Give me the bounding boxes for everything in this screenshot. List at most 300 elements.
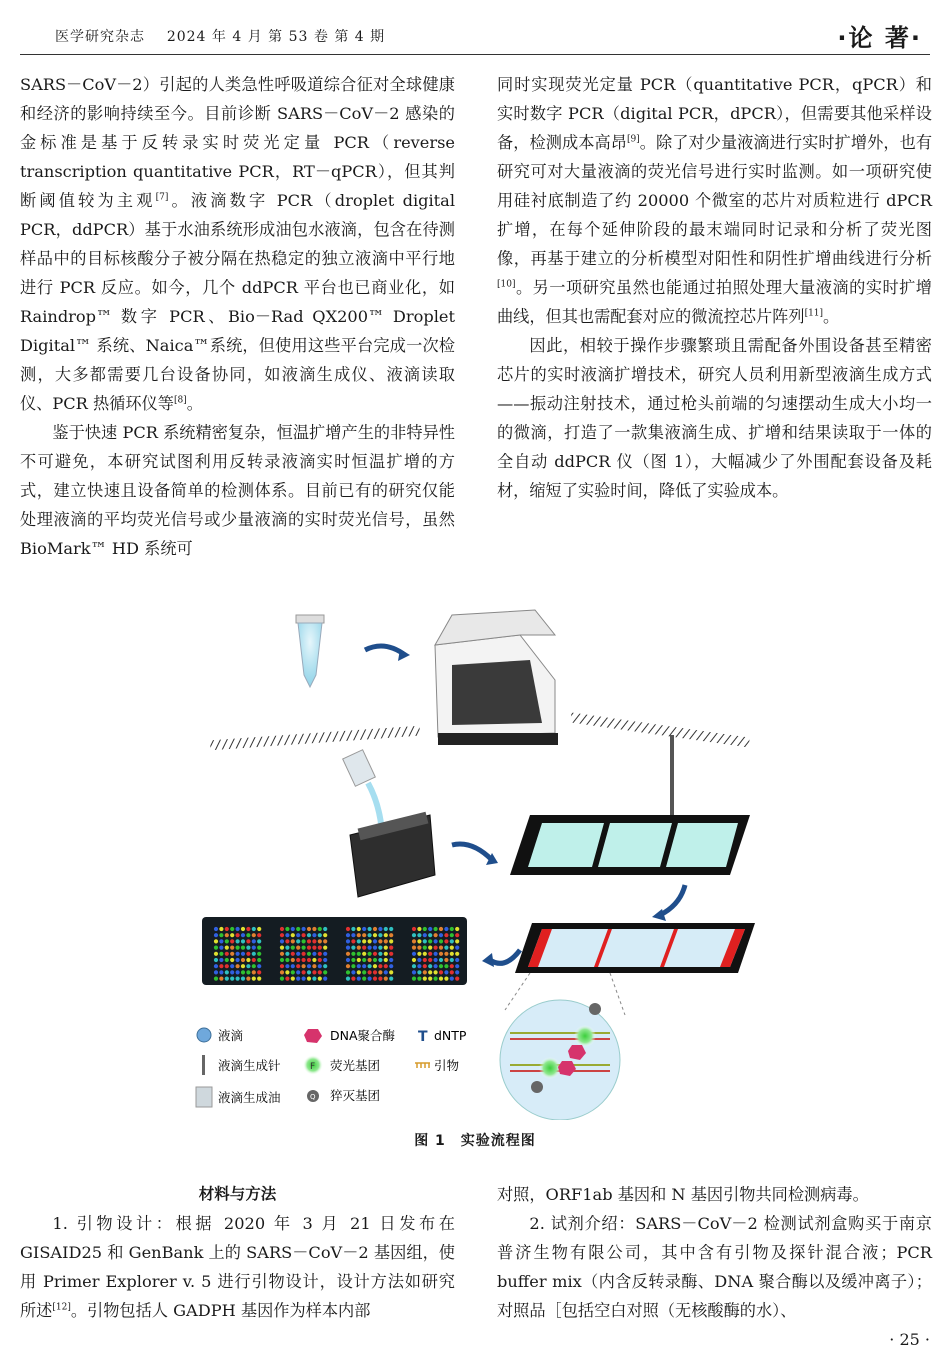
- result-dot: [389, 927, 393, 931]
- quencher-glyph: Q: [310, 1093, 316, 1101]
- result-dot: [351, 927, 355, 931]
- result-dot: [214, 939, 218, 943]
- result-dot: [236, 946, 240, 950]
- result-dot: [423, 952, 427, 956]
- journal-info: [55, 26, 385, 46]
- result-dot: [285, 946, 289, 950]
- result-dot: [241, 964, 245, 968]
- result-dot: [417, 977, 421, 981]
- result-dot: [323, 970, 327, 974]
- result-dot: [439, 927, 443, 931]
- result-dot: [378, 933, 382, 937]
- result-dot: [280, 970, 284, 974]
- result-dot: [373, 946, 377, 950]
- citation: [9]: [626, 134, 640, 145]
- result-dot: [384, 927, 388, 931]
- citation: [8]: [173, 395, 187, 406]
- result-dot: [257, 964, 261, 968]
- result-dot: [434, 927, 438, 931]
- result-dot: [214, 933, 218, 937]
- result-dot: [323, 964, 327, 968]
- result-dot: [378, 958, 382, 962]
- result-dot: [296, 927, 300, 931]
- result-dot: [384, 977, 388, 981]
- result-dot: [368, 958, 372, 962]
- result-dot: [318, 964, 322, 968]
- result-dot: [296, 970, 300, 974]
- result-panel: [202, 917, 467, 985]
- result-dot: [384, 952, 388, 956]
- legend-dntp: dNTP: [434, 1028, 467, 1043]
- result-dot: [389, 939, 393, 943]
- result-dot: [450, 964, 454, 968]
- result-dot: [257, 977, 261, 981]
- result-dot: [323, 946, 327, 950]
- result-dot: [312, 946, 316, 950]
- result-dot: [412, 927, 416, 931]
- result-dot: [291, 977, 295, 981]
- citation: [11]: [804, 308, 824, 319]
- result-dot: [252, 977, 256, 981]
- empty-chip: [510, 815, 750, 875]
- legend-quencher: 猝灭基团: [330, 1088, 381, 1103]
- result-dot: [357, 946, 361, 950]
- result-dot: [423, 946, 427, 950]
- result-dot: [318, 970, 322, 974]
- result-dot: [285, 958, 289, 962]
- result-dot: [373, 958, 377, 962]
- result-dot: [246, 977, 250, 981]
- result-dot: [450, 977, 454, 981]
- result-dot: [252, 958, 256, 962]
- result-dot: [291, 946, 295, 950]
- arrowhead-icon: [482, 953, 494, 967]
- result-dot: [357, 970, 361, 974]
- result-dot: [389, 952, 393, 956]
- result-dot: [444, 927, 448, 931]
- result-dot: [455, 952, 459, 956]
- result-dot: [351, 946, 355, 950]
- result-dot: [225, 977, 229, 981]
- result-dot: [219, 933, 223, 937]
- result-dot: [296, 952, 300, 956]
- legend-fluor: 荧光基团: [330, 1058, 381, 1073]
- experiment-flow-figure: [190, 605, 770, 1120]
- result-dot: [219, 977, 223, 981]
- result-dot: [296, 946, 300, 950]
- dntp-icon: T: [418, 1029, 428, 1045]
- legend-oil: 液滴生成油: [218, 1090, 281, 1105]
- result-dot: [307, 964, 311, 968]
- result-dot: [246, 946, 250, 950]
- result-dot: [351, 933, 355, 937]
- result-dot: [412, 964, 416, 968]
- result-dot: [296, 964, 300, 968]
- result-dot: [351, 958, 355, 962]
- result-dot: [318, 939, 322, 943]
- result-dot: [373, 952, 377, 956]
- result-dot: [291, 952, 295, 956]
- result-dot: [257, 939, 261, 943]
- result-dot: [423, 964, 427, 968]
- result-dot: [312, 952, 316, 956]
- result-dot: [384, 970, 388, 974]
- result-dot: [302, 933, 306, 937]
- result-dot: [280, 977, 284, 981]
- result-dot: [346, 964, 350, 968]
- result-dot: [362, 927, 366, 931]
- result-dot: [362, 964, 366, 968]
- result-dot: [346, 939, 350, 943]
- result-dot: [291, 927, 295, 931]
- result-dot: [346, 952, 350, 956]
- result-dot: [434, 933, 438, 937]
- result-dot: [434, 964, 438, 968]
- result-dot: [450, 958, 454, 962]
- result-dot: [434, 952, 438, 956]
- result-dot: [214, 958, 218, 962]
- result-dot: [318, 958, 322, 962]
- result-dot: [285, 977, 289, 981]
- result-dot: [346, 970, 350, 974]
- result-dot: [362, 952, 366, 956]
- result-dot: [318, 977, 322, 981]
- result-dot: [236, 970, 240, 974]
- result-dot: [444, 946, 448, 950]
- result-dot: [236, 958, 240, 962]
- result-dot: [219, 939, 223, 943]
- result-dot: [225, 964, 229, 968]
- result-dot: [312, 977, 316, 981]
- result-dot: [312, 958, 316, 962]
- result-dot: [362, 970, 366, 974]
- result-dot: [417, 964, 421, 968]
- needle-icon: [202, 1055, 205, 1075]
- oil-icon: [196, 1087, 212, 1107]
- result-dot: [450, 927, 454, 931]
- result-dot: [351, 952, 355, 956]
- reaction-zoom-circle: [500, 973, 625, 1120]
- result-dot: [434, 970, 438, 974]
- result-dot: [285, 964, 289, 968]
- result-dot: [241, 977, 245, 981]
- result-dot: [417, 933, 421, 937]
- result-dot: [412, 952, 416, 956]
- result-dot: [450, 933, 454, 937]
- result-dot: [241, 970, 245, 974]
- legend-primer: 引物: [434, 1058, 460, 1073]
- result-dot: [412, 970, 416, 974]
- result-dot: [307, 939, 311, 943]
- result-dot: [362, 933, 366, 937]
- column-left-bottom: [20, 1180, 455, 1325]
- result-dot: [246, 958, 250, 962]
- result-dot: [318, 952, 322, 956]
- result-dot: [444, 952, 448, 956]
- result-dot: [214, 952, 218, 956]
- result-dot: [423, 977, 427, 981]
- result-dot: [378, 970, 382, 974]
- droplet-chip: [515, 923, 755, 973]
- result-dot: [389, 933, 393, 937]
- citation: [12]: [52, 1302, 71, 1313]
- result-dot: [219, 946, 223, 950]
- result-dot: [423, 939, 427, 943]
- result-dot: [417, 946, 421, 950]
- result-dot: [280, 964, 284, 968]
- result-dot: [428, 958, 432, 962]
- result-dot: [378, 927, 382, 931]
- result-dot: [368, 970, 372, 974]
- result-dot: [307, 946, 311, 950]
- result-dot: [412, 977, 416, 981]
- result-dot: [357, 952, 361, 956]
- result-dot: [291, 964, 295, 968]
- paragraph: 同时实现荧光定量 PCR（quantitative PCR，qPCR）和实时数字 PCR（digital PCR，dPCR），但需要其他采样设备，检测成本高昂[9]。除了对少量液滴进行实时扩增外，也有研究可对大量液滴的荧光信号进行实时监测。如一项研究使用硅衬底制造了约 20000 个微室的芯片对质粒进行 dPCR 扩增，在每个延伸阶段的最末端同时记录和分析了荧光图像，再基于建立的分析模型对阳性和阴性扩增曲线进行分析[10]。另一项研究虽然也能通过拍照处理大量液滴的实时扩增曲线，但其也需配套对应的微流控芯片阵列[11]。: [497, 75, 933, 326]
- result-dot: [236, 952, 240, 956]
- result-dot: [302, 939, 306, 943]
- result-dot: [373, 964, 377, 968]
- result-dot: [225, 952, 229, 956]
- result-dot: [241, 933, 245, 937]
- result-dot: [368, 952, 372, 956]
- result-dot: [257, 946, 261, 950]
- result-dot: [252, 964, 256, 968]
- result-dot: [455, 927, 459, 931]
- result-dot: [444, 933, 448, 937]
- result-dot: [434, 946, 438, 950]
- result-dot: [214, 946, 218, 950]
- result-dot: [450, 946, 454, 950]
- result-dot: [444, 964, 448, 968]
- result-dot: [373, 939, 377, 943]
- result-dot: [236, 927, 240, 931]
- result-dot: [236, 939, 240, 943]
- result-dot: [351, 977, 355, 981]
- result-dot: [412, 958, 416, 962]
- result-dot: [230, 927, 234, 931]
- result-dot: [450, 952, 454, 956]
- figure-caption: 图 1 实验流程图: [414, 1133, 536, 1149]
- result-dot: [423, 933, 427, 937]
- paragraph: 因此，相较于操作步骤繁琐且需配备外围设备甚至精密芯片的实时液滴扩增技术，研究人员利用新型液滴生成方式——振动注射技术，通过枪头前端的匀速摆动生成大小均一的微滴，打造了一款集液滴生成、扩增和结果读取于一体的全自动 ddPCR 仪（图 1），大幅减少了外围配套设备及耗材，缩短了实验时间，降低了实验成本。: [497, 336, 932, 500]
- paragraph: SARS－CoV－2）引起的人类急性呼吸道综合征对全球健康和经济的影响持续至今。目前诊断 SARS－CoV－2 感染的金标准是基于反转录实时荧光定量 PCR（reverse transcription quantitative PCR，RT－qPCR），但其判断阈值较为主观[7]。液滴数字 PCR（droplet digital PCR，ddPCR）基于水油系统形成油包水液滴，包含在待测样品中的目标核酸分子被分隔在热稳定的独立液滴中平行地进行 PCR 反应。如今，几个 ddPCR 平台也已商业化，如 Raindrop™ 数字 PCR、Bio－Rad QX200™ Droplet Digital™ 系统、Naica™系统，但使用这些平台完成一次检测，大多都需要几台设备协同，如液滴生成仪、液滴读取仪、PCR 热循环仪等[8]。: [20, 75, 456, 413]
- result-dot: [434, 958, 438, 962]
- arrow-icon: [490, 950, 520, 963]
- arrow-icon: [660, 885, 685, 915]
- result-dot: [241, 958, 245, 962]
- result-dot: [296, 933, 300, 937]
- result-dot: [346, 946, 350, 950]
- result-dot: [285, 939, 289, 943]
- result-dot: [296, 939, 300, 943]
- result-dot: [318, 933, 322, 937]
- result-dot: [252, 939, 256, 943]
- result-dot: [291, 939, 295, 943]
- result-dot: [236, 977, 240, 981]
- result-dot: [368, 927, 372, 931]
- result-dot: [444, 970, 448, 974]
- result-dot: [285, 952, 289, 956]
- result-dot: [439, 939, 443, 943]
- section-label: ·论 著·: [837, 24, 922, 52]
- result-dot: [439, 952, 443, 956]
- result-dot: [307, 970, 311, 974]
- result-dot: [214, 977, 218, 981]
- result-dot: [368, 946, 372, 950]
- result-dot: [368, 939, 372, 943]
- legend-polymerase: DNA聚合酶: [330, 1028, 396, 1043]
- result-dot: [323, 939, 327, 943]
- result-dot: [252, 952, 256, 956]
- legend-droplet: 液滴: [218, 1028, 244, 1043]
- result-dot: [307, 958, 311, 962]
- result-dot: [230, 964, 234, 968]
- result-dot: [219, 964, 223, 968]
- result-dot: [428, 927, 432, 931]
- result-dot: [444, 958, 448, 962]
- result-dot: [296, 977, 300, 981]
- result-dot: [302, 958, 306, 962]
- column-right-bottom: [497, 1180, 932, 1325]
- result-dot: [417, 958, 421, 962]
- result-dot: [351, 970, 355, 974]
- result-dot: [230, 952, 234, 956]
- result-dot: [455, 964, 459, 968]
- result-dot: [225, 958, 229, 962]
- result-dot: [450, 970, 454, 974]
- result-dot: [285, 927, 289, 931]
- result-dot: [225, 970, 229, 974]
- result-dot: [455, 977, 459, 981]
- result-dot: [230, 946, 234, 950]
- result-dot: [246, 933, 250, 937]
- result-dot: [219, 970, 223, 974]
- result-dot: [455, 933, 459, 937]
- legend-needle: 液滴生成针: [218, 1058, 281, 1073]
- result-dot: [389, 977, 393, 981]
- result-dot: [230, 958, 234, 962]
- result-dot: [389, 964, 393, 968]
- result-dot: [417, 970, 421, 974]
- result-dot: [219, 958, 223, 962]
- result-dot: [428, 970, 432, 974]
- result-dot: [214, 964, 218, 968]
- result-dot: [285, 933, 289, 937]
- result-dot: [230, 933, 234, 937]
- result-dot: [252, 946, 256, 950]
- result-dot: [455, 946, 459, 950]
- result-dot: [246, 927, 250, 931]
- result-dot: [444, 939, 448, 943]
- result-dot: [357, 927, 361, 931]
- result-dot: [412, 939, 416, 943]
- result-dot: [439, 964, 443, 968]
- result-dot: [428, 933, 432, 937]
- result-dot: [439, 933, 443, 937]
- result-dot: [362, 946, 366, 950]
- result-dot: [236, 933, 240, 937]
- result-dot: [252, 933, 256, 937]
- result-dot: [384, 939, 388, 943]
- result-dot: [219, 927, 223, 931]
- result-dot: [384, 946, 388, 950]
- result-dot: [312, 939, 316, 943]
- result-dot: [225, 933, 229, 937]
- result-dot: [318, 946, 322, 950]
- result-dot: [357, 933, 361, 937]
- result-dot: [312, 964, 316, 968]
- result-dot: [378, 964, 382, 968]
- result-dot: [351, 964, 355, 968]
- result-dot: [307, 977, 311, 981]
- result-dot: [280, 958, 284, 962]
- result-dot: [323, 952, 327, 956]
- result-dot: [428, 946, 432, 950]
- result-dot: [214, 927, 218, 931]
- result-dot: [230, 970, 234, 974]
- result-dot: [291, 933, 295, 937]
- result-dot: [257, 927, 261, 931]
- result-dot: [257, 970, 261, 974]
- result-dot: [428, 964, 432, 968]
- sample-tube-icon: [296, 615, 324, 687]
- result-dot: [246, 964, 250, 968]
- result-dot: [439, 970, 443, 974]
- result-dot: [302, 964, 306, 968]
- figure-legend: [196, 1028, 467, 1107]
- result-dot: [428, 977, 432, 981]
- result-dot: [455, 939, 459, 943]
- droplet-generation-oil-icon: [343, 750, 435, 897]
- result-dot: [423, 958, 427, 962]
- result-dot: [307, 927, 311, 931]
- result-dot: [257, 958, 261, 962]
- result-dot: [368, 977, 372, 981]
- page-number: · 25 ·: [889, 1330, 930, 1349]
- result-dot: [362, 958, 366, 962]
- result-dot: [378, 952, 382, 956]
- result-dot: [368, 964, 372, 968]
- issue-info: 2024 年 4 月 第 53 卷 第 4 期: [166, 29, 386, 45]
- result-dot: [252, 970, 256, 974]
- result-dot: [307, 933, 311, 937]
- result-dot: [378, 939, 382, 943]
- result-dot: [373, 933, 377, 937]
- result-dot: [428, 939, 432, 943]
- result-dot: [389, 970, 393, 974]
- result-dot: [389, 946, 393, 950]
- paragraph: 鉴于快速 PCR 系统精密复杂，恒温扩增产生的非特异性不可避免，本研究试图利用反转录液滴实时恒温扩增的方式，建立快速且设备简单的检测体系。目前已有的研究仅能处理液滴的平均荧光信号或少量液滴的实时荧光信号，虽然 BioMark™ HD 系统可: [20, 423, 455, 558]
- result-dot: [384, 933, 388, 937]
- result-dot: [280, 933, 284, 937]
- result-dot: [373, 927, 377, 931]
- result-dot: [312, 933, 316, 937]
- result-dot: [241, 927, 245, 931]
- result-dot: [219, 952, 223, 956]
- citation: [7]: [155, 192, 169, 203]
- arrowhead-icon: [398, 649, 410, 661]
- result-dot: [291, 970, 295, 974]
- result-dot: [357, 964, 361, 968]
- result-dot: [357, 939, 361, 943]
- result-dot: [357, 977, 361, 981]
- journal-name: 医学研究杂志: [55, 29, 145, 45]
- paragraph: 2. 试剂介绍：SARS－CoV－2 检测试剂盒购买于南京普济生物有限公司，其中含有引物及探针混合液；PCR buffer mix（内含反转录酶、DNA 聚合酶以及缓冲离子）；对照品［包括空白对照（无核酸酶的水）、: [497, 1214, 932, 1320]
- section-title: 材料与方法: [198, 1185, 277, 1203]
- result-dot: [236, 964, 240, 968]
- result-dot: [257, 933, 261, 937]
